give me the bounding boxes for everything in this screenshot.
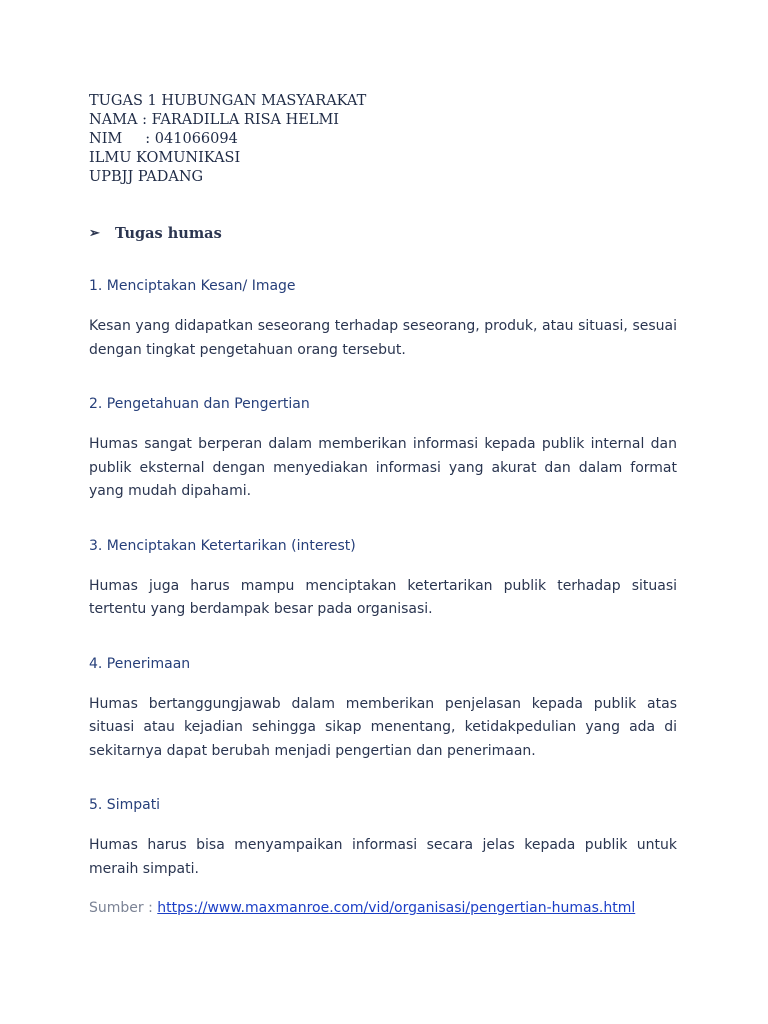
- section-title-1: 1. Menciptakan Kesan/ Image: [89, 278, 296, 294]
- source-label: Sumber :: [89, 900, 158, 916]
- source-link[interactable]: https://www.maxmanroe.com/vid/organisasi/pengertian-humas.html: [157, 900, 636, 916]
- bullet-heading-label: Tugas humas: [115, 225, 222, 242]
- document-header: [89, 92, 677, 187]
- section-title-5: 5. Simpati: [89, 797, 161, 813]
- student-name: NAMA : FARADILLA RISA HELMI: [89, 112, 340, 128]
- section-body-3: Humas juga harus mampu menciptakan ketertarikan publik terhadap situasi tertentu yang berdampak besar pada organisasi.: [89, 577, 677, 617]
- bullet-heading: [89, 225, 677, 242]
- section-body-5: Humas harus bisa menyampaikan informasi secara jelas kepada publik untuk meraih simpati.: [89, 837, 677, 877]
- study-program: ILMU KOMUNIKASI: [89, 150, 241, 166]
- section-body-4: Humas bertanggungjawab dalam memberikan penjelasan kepada publik atas situasi atau kejadian sehingga sikap menentang, ketidakpedulian yang ada di sekitarnya dapat berubah menjadi pengertian dan penerimaan.: [89, 695, 677, 759]
- section-body-1: Kesan yang didapatkan seseorang terhadap seseorang, produk, atau situasi, sesuai dengan tingkat pengetahuan orang tersebut.: [89, 318, 677, 358]
- arrowhead-bullet-icon: ➢: [89, 226, 100, 241]
- section-title-3: 3. Menciptakan Ketertarikan (interest): [89, 537, 356, 554]
- section-body-2: Humas sangat berperan dalam memberikan informasi kepada publik internal dan publik eksternal dengan menyediakan informasi yang akurat dan dalam format yang mudah dipahami.: [89, 436, 677, 499]
- section-title-2: 2. Pengetahuan dan Pengertian: [89, 396, 310, 412]
- source-line: [89, 898, 677, 918]
- assignment-title: TUGAS 1 HUBUNGAN MASYARAKAT: [89, 93, 367, 109]
- study-center: UPBJJ PADANG: [89, 169, 204, 185]
- document-page: [89, 92, 677, 918]
- student-id: NIM : 041066094: [89, 131, 238, 147]
- section-title-4: 4. Penerimaan: [89, 655, 191, 672]
